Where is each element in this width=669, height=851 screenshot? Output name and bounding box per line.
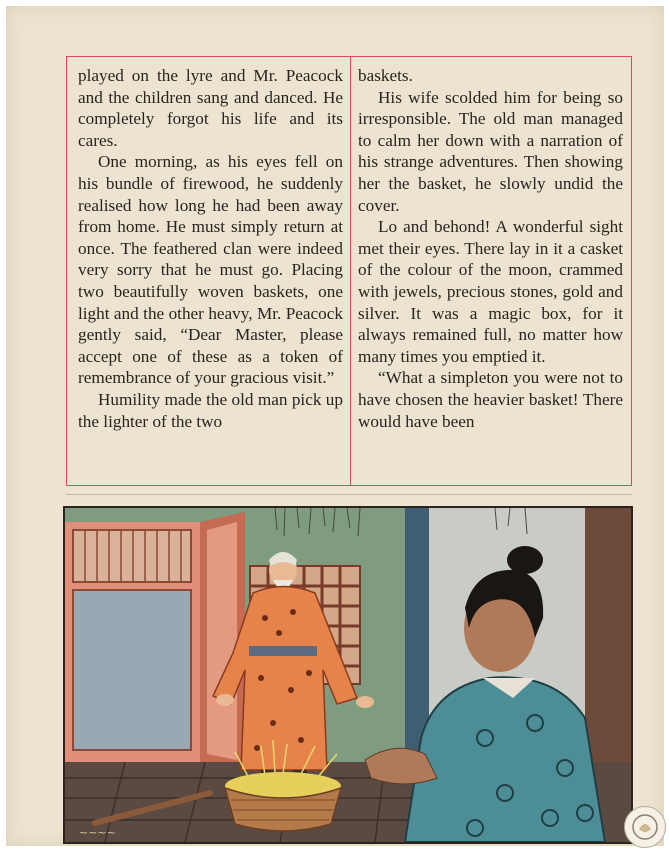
artist-signature: ~~~~ <box>79 826 116 839</box>
paragraph: Humility made the old man pick up the lighter of the two <box>78 389 343 431</box>
text-frame <box>66 56 632 486</box>
watermark-icon <box>631 813 659 841</box>
paragraph: baskets. <box>358 66 413 85</box>
text-column-left <box>78 65 343 432</box>
paragraph: His wife scolded him for being so irresponsible. The old man managed to calm her down with a narration of his strange adventures. Then showing her the basket, he slowly undid the cover. <box>358 87 623 215</box>
story-illustration <box>63 506 633 844</box>
watermark-badge <box>624 806 666 848</box>
divider <box>66 494 632 495</box>
paragraph: Lo and behond! A wonderful sight met their eyes. There lay in it a casket of the colour of the moon, crammed with jewels, precious stones, gold and silver. It was a magic box, for it always remained full, no matter how many times you emptied it. <box>358 217 623 366</box>
paragraph: One morning, as his eyes fell on his bundle of firewood, he suddenly realised how long he had been away from home. He must simply return at once. The feathered clan were indeed very sorry that he must go. Placing two beautifully woven baskets, one light and the other heavy, Mr. Peacock gently said, “Dear Master, please accept one of these as a token of remembrance of your gracious visit.” <box>78 152 343 388</box>
page <box>6 6 664 846</box>
text-column-right <box>358 65 623 432</box>
paragraph: played on the lyre and Mr. Peacock and the children sang and danced. He completely forgot his life and its cares. <box>78 66 343 150</box>
paragraph: “What a simpleton you were not to have chosen the heavier basket! There would have been <box>358 368 623 431</box>
column-divider <box>350 57 351 485</box>
sliding-door <box>65 512 245 772</box>
